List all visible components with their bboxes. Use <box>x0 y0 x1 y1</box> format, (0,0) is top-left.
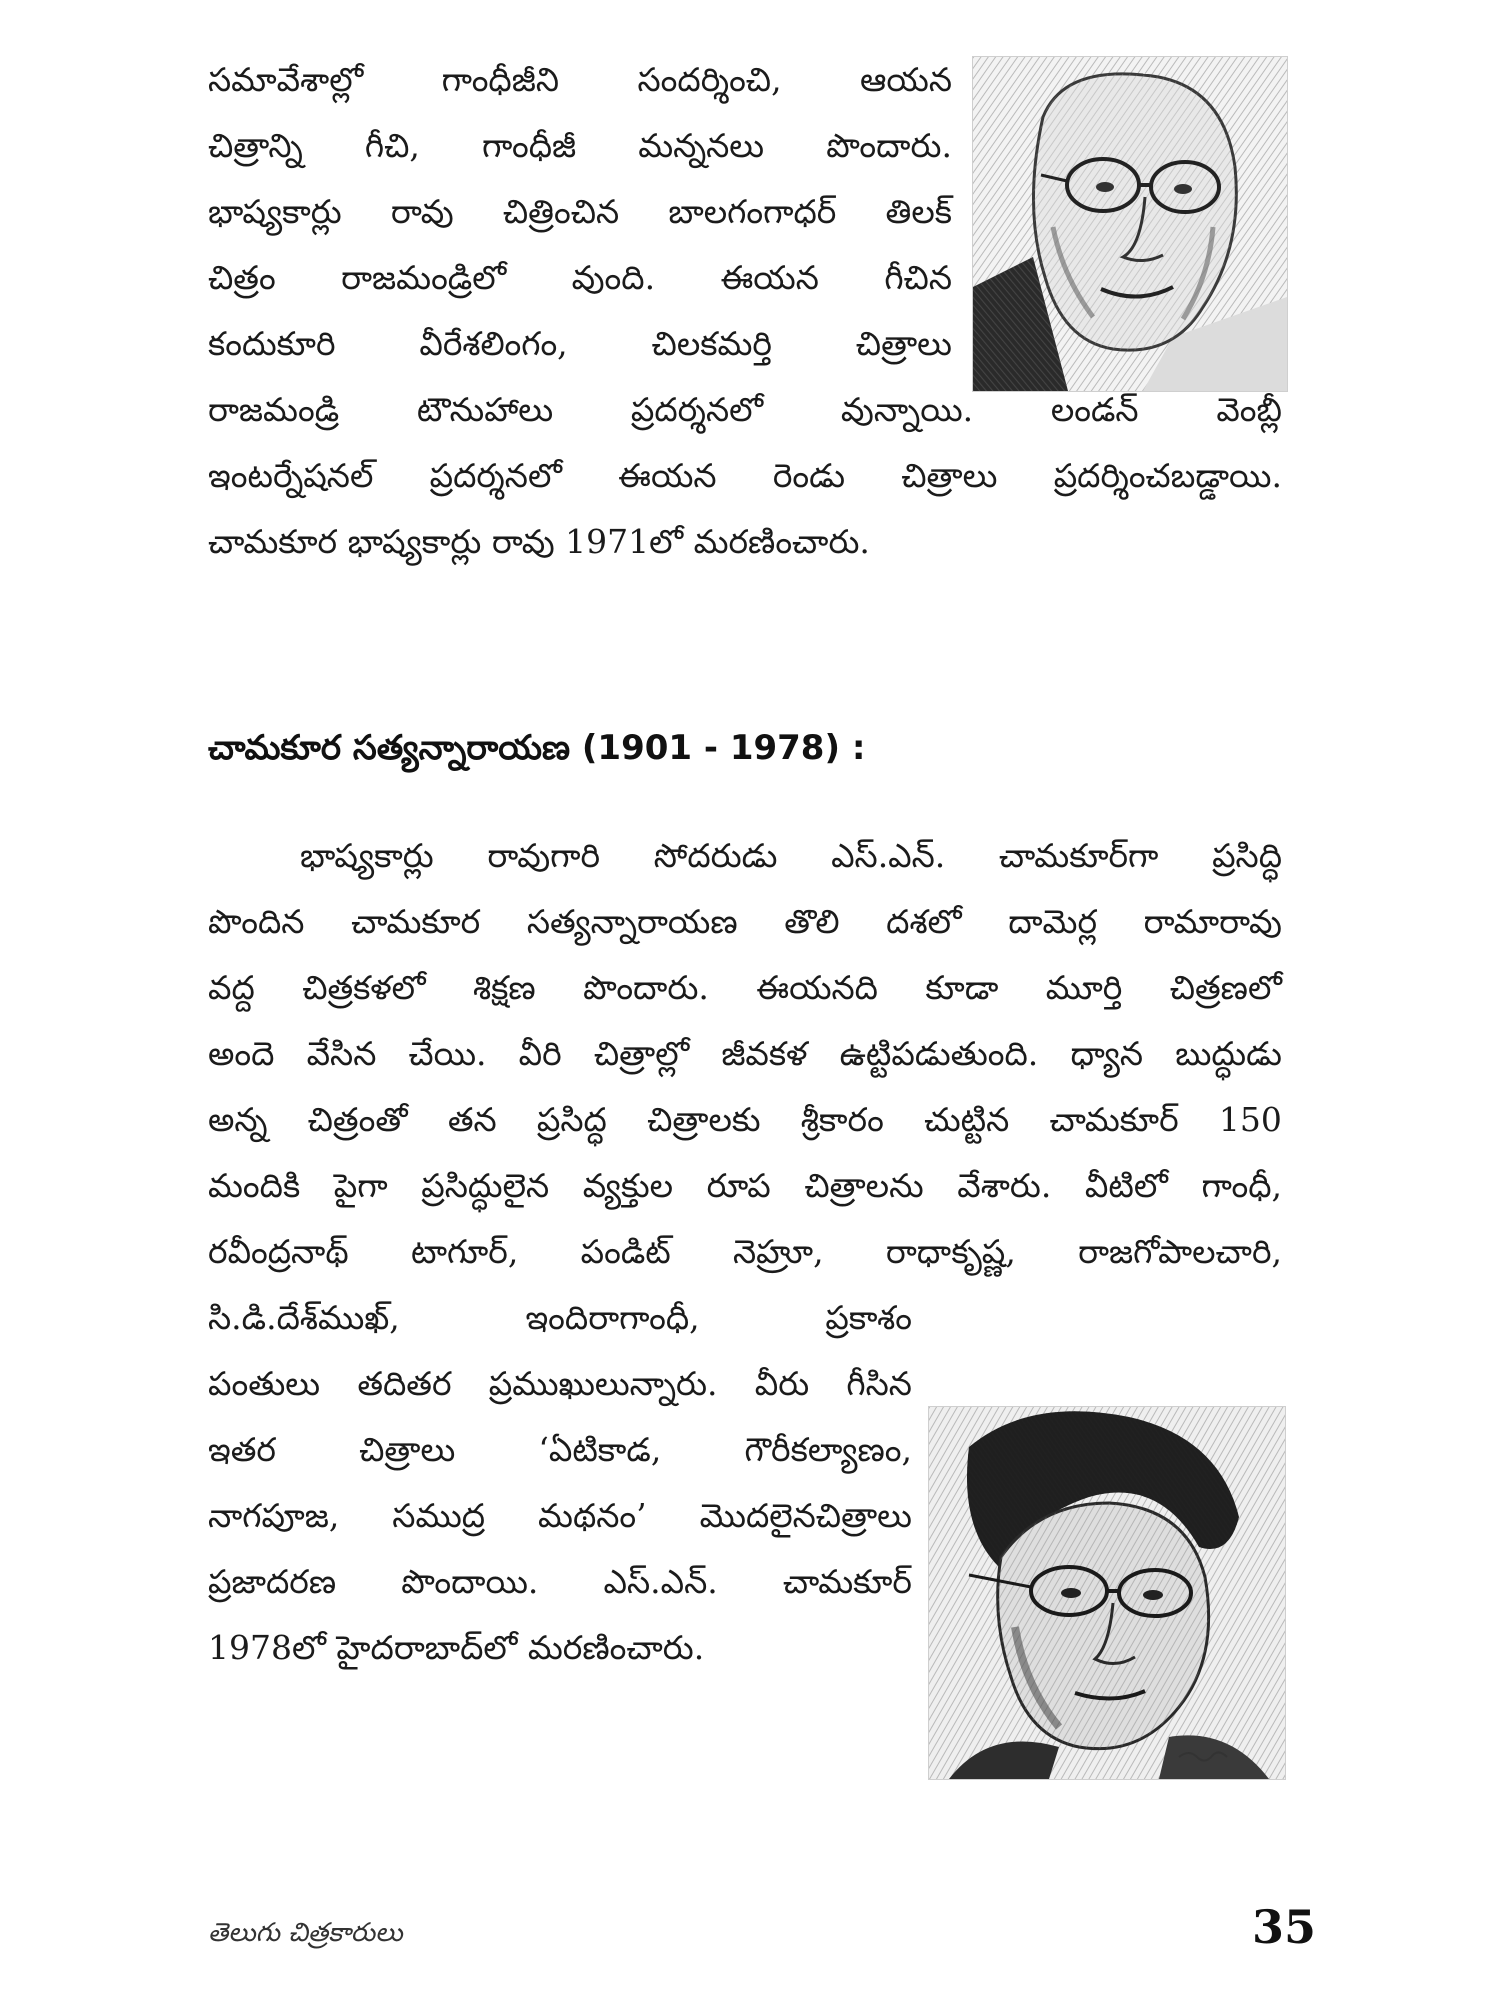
word: గాంధీ, <box>1201 1166 1282 1205</box>
word: మథనం’ <box>538 1496 647 1535</box>
word: మన్ననలు <box>638 126 765 165</box>
paragraph1-line-8: చామకూర భాష్యకార్లు రావు 1971లో మరణించారు. <box>208 522 870 561</box>
word: రాధాకృష్ణ, <box>885 1232 1016 1271</box>
word: ప్రదర్శనలో <box>429 456 562 495</box>
word: వీరేశలింగం, <box>419 324 568 363</box>
word: సోదరుడు <box>653 836 778 875</box>
book-title: తెలుగు చిత్రకారులు <box>208 1918 403 1948</box>
word: ‘ఏటికాడ, <box>538 1430 662 1469</box>
word: నెహ్రూ, <box>733 1232 824 1271</box>
word: ప్రసిద్ధులైన <box>421 1166 550 1205</box>
word: సమావేశాల్లో <box>208 60 364 99</box>
paragraph2-line-13: 1978లో హైదరాబాద్‌లో మరణించారు. <box>208 1628 705 1667</box>
word: ప్రముఖులున్నారు. <box>488 1364 718 1403</box>
portrait-sketch-chamakur <box>928 1406 1286 1780</box>
word: ఇతర <box>208 1430 276 1469</box>
word: చామకూర్‌గా <box>998 836 1159 875</box>
word: ఇంటర్నేషనల్ <box>208 456 374 495</box>
word: రామారావు <box>1143 902 1282 941</box>
word: పండిట్ <box>580 1232 671 1271</box>
word: తదితర <box>357 1364 452 1403</box>
word: గీచి, <box>364 126 420 165</box>
paragraph1-line-4 <box>208 256 952 300</box>
word: ప్రదర్శనలో <box>630 390 764 429</box>
word: తొలి <box>784 902 840 941</box>
paragraph2-line-3 <box>208 966 1282 1010</box>
word: చిత్రాలు <box>901 456 998 495</box>
word: చుట్టిన <box>924 1100 1010 1139</box>
word: ఉట్టిపడుతుంది. <box>839 1034 1039 1073</box>
word: కందుకూరి <box>208 324 336 363</box>
word: చామకూర్ <box>782 1562 912 1601</box>
word: ఈయనది <box>756 968 878 1007</box>
word: శిక్షణ <box>473 968 536 1007</box>
word: బాలగంగాధర్ <box>668 192 837 231</box>
page-number: 35 <box>1252 1900 1317 1954</box>
word: మొదలైనచిత్రాలు <box>699 1496 912 1535</box>
section-heading: చామకూర సత్యన్నారాయణ (1901 - 1978) : <box>208 728 866 768</box>
paragraph2-line-9 <box>208 1362 912 1406</box>
word: భాష్యకార్లు <box>300 836 434 875</box>
paragraph1-line-7 <box>208 454 1282 498</box>
word: అందె <box>208 1034 275 1073</box>
paragraph2-line-2 <box>208 900 1282 944</box>
paragraph1-line-2 <box>208 124 952 168</box>
word: ప్రజాదరణ <box>208 1562 337 1601</box>
word: దామెర్ల <box>1008 902 1098 941</box>
word: గీచిన <box>884 258 952 297</box>
word: 150 <box>1218 1100 1282 1139</box>
word: కూడా <box>925 968 999 1007</box>
paragraph2-line-10 <box>208 1428 912 1472</box>
word: వేశారు. <box>957 1166 1052 1205</box>
word: దశలో <box>886 902 962 941</box>
word: బుద్ధుడు <box>1175 1034 1282 1073</box>
word: చిత్రాల్లో <box>593 1034 690 1073</box>
word: ధ్యాన <box>1070 1034 1144 1073</box>
paragraph2-line-12 <box>208 1560 912 1604</box>
word: చిత్రంతో <box>307 1100 408 1139</box>
word: చిత్రాలు <box>359 1430 456 1469</box>
word: లండన్ <box>1050 390 1139 429</box>
word: ఈయన <box>618 456 717 495</box>
word: చిత్రాలు <box>855 324 952 363</box>
word: గాంధీజీ <box>481 126 577 165</box>
paragraph2-line-5 <box>208 1098 1282 1142</box>
word: రాజగోపాలచారి, <box>1078 1232 1282 1271</box>
paragraph1-line-1 <box>208 58 952 102</box>
word: పైగా <box>333 1166 388 1205</box>
paragraph1-line-6 <box>208 388 1282 432</box>
word: ఈయన <box>720 258 819 297</box>
word: చామకూర్ <box>1049 1100 1179 1139</box>
word: వీరి <box>518 1034 562 1073</box>
word: గీసిన <box>846 1364 912 1403</box>
word: తిలక్ <box>885 192 952 231</box>
word: టౌనుహాలు <box>416 390 554 429</box>
word: వ్యక్తుల <box>582 1166 674 1205</box>
paragraph2-line-4 <box>208 1032 1282 1076</box>
word: రూప <box>706 1166 771 1205</box>
word: వున్నాయి. <box>840 390 974 429</box>
word: ప్రదర్శించబడ్డాయి. <box>1053 456 1282 495</box>
word: ఎస్.ఎన్. <box>603 1562 718 1601</box>
word: రావుగారి <box>487 836 601 875</box>
portrait-sketch-bhashyakarlu-rao <box>972 56 1288 392</box>
word: పొందారు. <box>583 968 709 1007</box>
word: ప్రకాశం <box>825 1298 912 1337</box>
word: ఇందిరాగాంధీ, <box>525 1298 700 1337</box>
paragraph2-line-11 <box>208 1494 912 1538</box>
word: చిత్రకళలో <box>302 968 426 1007</box>
word: రెండు <box>772 456 845 495</box>
paragraph1-line-5 <box>208 322 952 366</box>
word: సత్యన్నారాయణ <box>526 902 738 941</box>
word: గౌరీకల్యాణం, <box>744 1430 912 1469</box>
word: ప్రసిద్ధి <box>1212 836 1282 875</box>
word: నాగపూజ, <box>208 1496 340 1535</box>
word: భాష్యకార్లు <box>208 192 342 231</box>
word: మూర్తి <box>1045 968 1123 1007</box>
word: రావు <box>390 192 454 231</box>
paragraph2-line-7 <box>208 1230 1282 1274</box>
word: పొందిన <box>208 902 305 941</box>
word: సముద్ర <box>392 1496 486 1535</box>
word: ప్రసిద్ధ <box>536 1100 607 1139</box>
word: అన్న <box>208 1100 268 1139</box>
word: మందికి <box>208 1166 301 1205</box>
word: వీరు <box>754 1364 810 1403</box>
word: వెంబ్లీ <box>1216 390 1282 429</box>
word: గాంధీజీని <box>441 60 560 99</box>
word: ఆయన <box>860 60 952 99</box>
paragraph1-line-3 <box>208 190 952 234</box>
word: టాగూర్, <box>410 1232 519 1271</box>
word: పొందారు. <box>826 126 952 165</box>
word: రాజమండ్రిలో <box>341 258 507 297</box>
word: సి.డి.దేశ్‌ముఖ్, <box>208 1298 400 1337</box>
word: వుంది. <box>571 258 656 297</box>
word: వద్ద <box>208 968 255 1007</box>
word: చిలకమర్తి <box>651 324 772 363</box>
paragraph2-line-6 <box>208 1164 1282 1208</box>
word: సందర్శించి, <box>637 60 782 99</box>
word: వీటిలో <box>1084 1166 1168 1205</box>
word: చిత్రం <box>208 258 276 297</box>
paragraph2-line-8 <box>208 1296 912 1340</box>
word: పొందాయి. <box>401 1562 539 1601</box>
word: చామకూర <box>351 902 481 941</box>
word: చిత్రాలను <box>804 1166 924 1205</box>
word: వేసిన <box>306 1034 377 1073</box>
word: రవీంద్రనాథ్ <box>208 1232 349 1271</box>
word: చిత్రించిన <box>502 192 620 231</box>
word: చిత్రాన్ని <box>208 126 303 165</box>
word: తన <box>447 1100 497 1139</box>
word: శ్రీకారం <box>800 1100 884 1139</box>
word: చిత్రణలో <box>1169 968 1282 1007</box>
word: చిత్రాలకు <box>647 1100 761 1139</box>
word: ఎస్.ఎన్. <box>831 836 946 875</box>
paragraph2-line-1 <box>300 834 1282 878</box>
word: పంతులు <box>208 1364 321 1403</box>
word: రాజమండ్రి <box>208 390 340 429</box>
word: జీవకళ <box>721 1034 808 1073</box>
word: చేయి. <box>408 1034 487 1073</box>
